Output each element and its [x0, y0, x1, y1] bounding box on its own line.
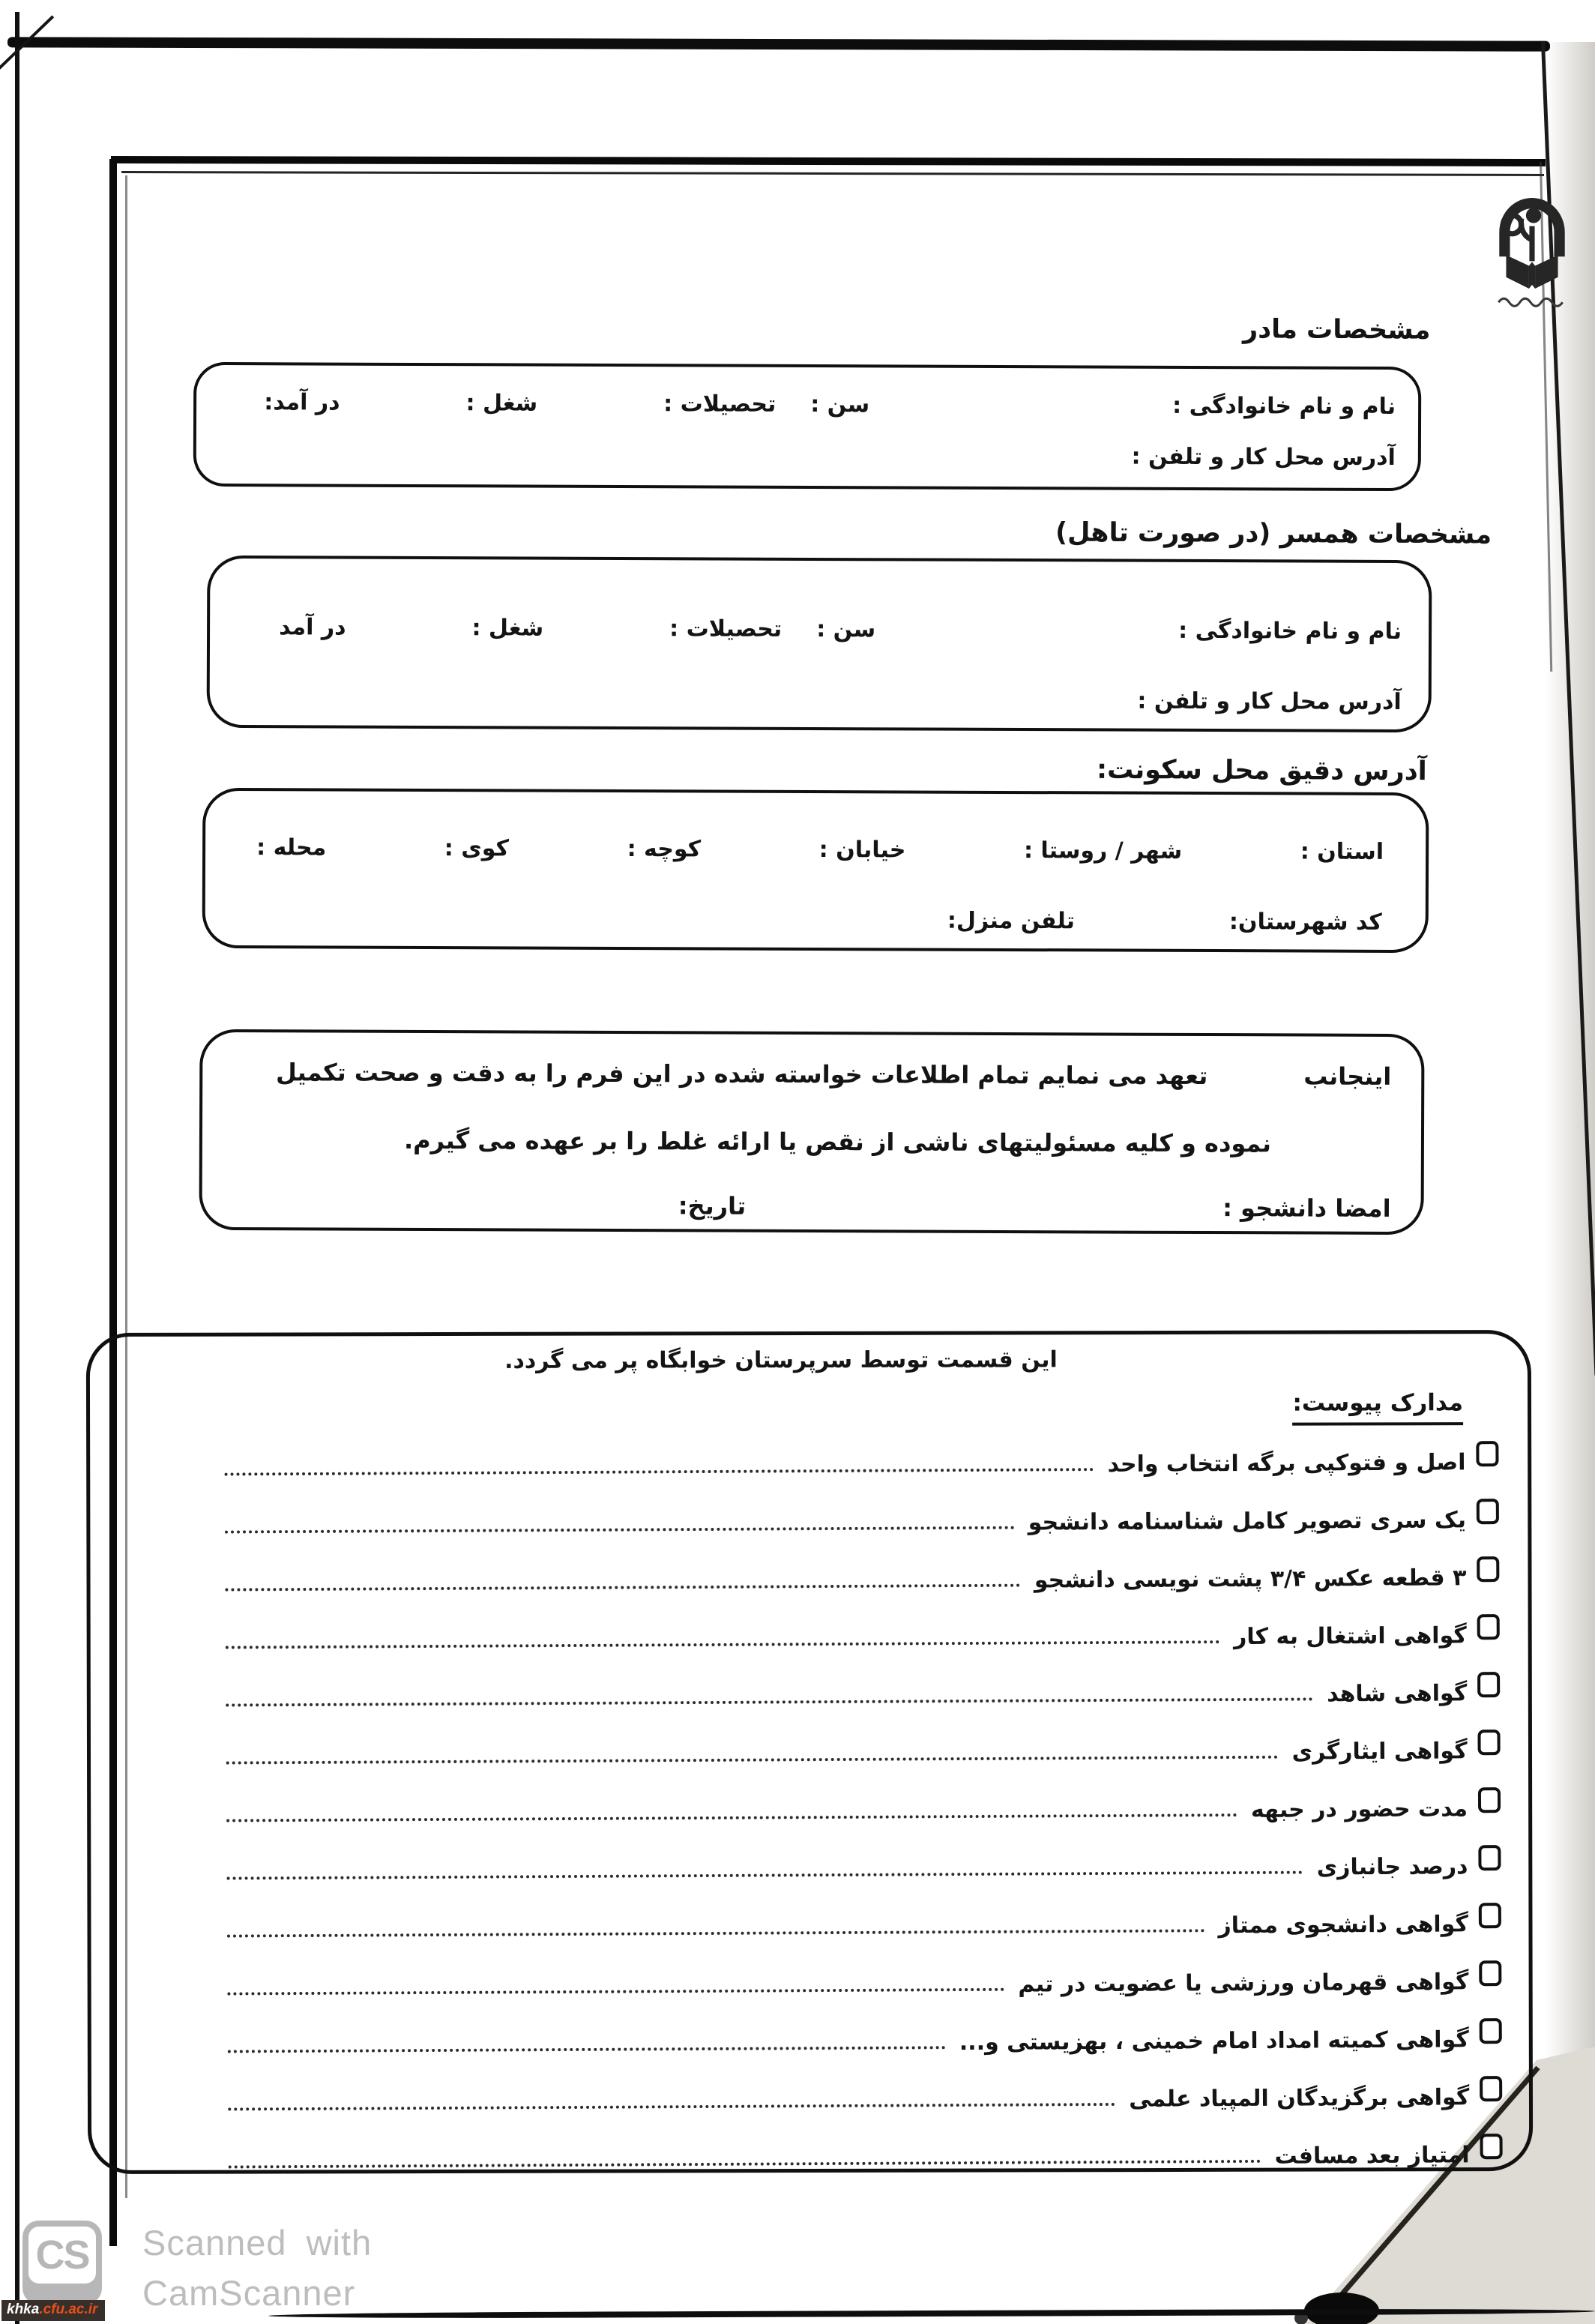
checklist-row: [176, 1422, 1498, 1487]
checklist-row: [179, 1884, 1501, 1949]
checklist-row: [180, 1999, 1502, 2065]
attachment-checkbox[interactable]: [1480, 2134, 1502, 2159]
dotted-line: [226, 1640, 1220, 1649]
checklist-item-label: گواهی دانشجوی ممتاز: [1218, 1911, 1469, 1939]
attachment-checkbox[interactable]: [1477, 1672, 1500, 1697]
dotted-line: [225, 1526, 1015, 1534]
checklist-row: [178, 1768, 1501, 1834]
attachments-checklist: [176, 1422, 1503, 2180]
pledge-signature-row: [202, 1190, 1421, 1223]
attachment-checkbox[interactable]: [1477, 1730, 1500, 1755]
checklist-item-label: مدت حضور در جبهه: [1250, 1795, 1468, 1823]
dotted-line: [226, 1697, 1313, 1706]
checklist-item-label: امتیاز بعد مسافت: [1274, 2142, 1470, 2170]
student-signature-label: امضا دانشجو :: [1222, 1193, 1391, 1223]
residence-fields-row: [205, 834, 1426, 865]
camscanner-watermark: [142, 2218, 372, 2318]
spouse-job-label: شغل :: [471, 615, 544, 642]
checklist-item-label: گواهی اشتغال به کار: [1233, 1622, 1467, 1651]
attachment-checkbox[interactable]: [1476, 1441, 1498, 1466]
checklist-row: [180, 2115, 1502, 2180]
pledge-line-2: [202, 1125, 1421, 1158]
pledge-text-1: تعهد می نمایم تمام اطلاعات خواسته شده در این فرم را به دقت و صحت تکمیل: [275, 1058, 1208, 1091]
checklist-item-label: اصل و فتوکپی برگه انتخاب واحد: [1107, 1449, 1466, 1478]
spouse-address-row: [210, 684, 1429, 715]
checklist-row: [178, 1711, 1500, 1776]
attachment-checkbox[interactable]: [1477, 1499, 1499, 1524]
site-watermark-host: khka: [7, 2302, 40, 2317]
pledge-text-2: نموده و کلیه مسئولیتهای ناشی از نقص یا ارائه غلط را بر عهده می گیرم.: [403, 1125, 1272, 1158]
mother-name-label: نام و نام خانوادگی :: [1172, 392, 1396, 421]
area-code-label: کد شهرستان:: [1228, 909, 1382, 936]
checklist-row: [177, 1480, 1499, 1545]
checklist-row: [178, 1653, 1500, 1718]
checklist-item-label: گواهی ایثارگری: [1291, 1738, 1468, 1765]
street-label: خیابان :: [818, 837, 906, 864]
section-title-mother: مشخصات مادر: [1242, 314, 1431, 346]
checklist-row: [177, 1538, 1499, 1603]
dotted-line: [227, 1871, 1303, 1880]
checklist-row: [178, 1595, 1500, 1661]
spouse-details-box: [207, 556, 1432, 732]
spouse-work-address-label: آدرس محل کار و تلفن :: [1137, 687, 1402, 715]
scan-edge-top: [7, 37, 1550, 51]
mother-details-box: [193, 362, 1422, 491]
university-logo: [1486, 175, 1578, 313]
date-label: تاریخ:: [678, 1191, 747, 1220]
pledge-intro-label: اینجانب: [1303, 1062, 1392, 1091]
camscanner-watermark-line2: CamScanner: [142, 2273, 356, 2313]
spouse-name-label: نام و نام خانوادگی :: [1178, 617, 1402, 645]
dotted-line: [225, 1584, 1020, 1592]
residence-address-box: [202, 788, 1429, 953]
scan-edge-left: [15, 12, 19, 2324]
section-title-residence: آدرس دقیق محل سکونت:: [1097, 754, 1428, 787]
spouse-age-label: سن :: [816, 615, 876, 643]
checklist-row: [180, 2057, 1502, 2122]
attachment-checkbox[interactable]: [1477, 1614, 1500, 1640]
alley-label: کوچه :: [627, 836, 702, 863]
neighborhood-label: محله :: [256, 834, 327, 861]
attachment-checkbox[interactable]: [1480, 2076, 1502, 2101]
attachment-checkbox[interactable]: [1479, 1903, 1501, 1928]
province-label: استان :: [1300, 838, 1384, 865]
dotted-line: [226, 1756, 1279, 1765]
checklist-item-label: گواهی برگزیدگان المپیاد علمی: [1129, 2084, 1470, 2113]
attachment-checkbox[interactable]: [1480, 2018, 1502, 2044]
dorm-section-header: این قسمت توسط سرپرستان خوابگاه پر می گردد.: [504, 1346, 1058, 1374]
quarter-label: کوی :: [444, 835, 510, 862]
checklist-item-label: ۳ قطعه عکس ۳/۴ پشت نویسی دانشجو: [1034, 1565, 1467, 1594]
attachment-checkbox[interactable]: [1477, 1556, 1499, 1582]
camscanner-watermark-line1: Scanned with: [142, 2223, 373, 2263]
pledge-line-1: [202, 1058, 1421, 1091]
home-phone-label: تلفن منزل:: [947, 907, 1075, 935]
university-emblem-icon: [1486, 175, 1578, 313]
spouse-fields-row: [210, 614, 1429, 645]
city-village-label: شهر / روستا :: [1023, 837, 1183, 864]
mother-fields-row: [196, 389, 1418, 420]
dotted-line: [227, 1988, 1004, 1996]
checklist-item-label: درصد جانبازی: [1316, 1853, 1468, 1881]
checklist-item-label: گواهی قهرمان ورزشی یا عضویت در تیم: [1018, 1969, 1469, 1998]
form-border-top-inner: [121, 171, 1544, 176]
site-watermark-domain: .cfu.ac.ir: [39, 2302, 98, 2317]
spouse-education-label: تحصیلات :: [669, 615, 783, 642]
attachment-checkbox[interactable]: [1478, 1845, 1501, 1870]
residence-phone-row: [205, 905, 1426, 936]
attachments-title: مدارک پیوست:: [1292, 1389, 1463, 1425]
section-title-spouse: مشخصات همسر (در صورت تاهل): [1055, 517, 1492, 550]
mother-job-label: شغل :: [465, 390, 538, 417]
form-border-top: [111, 156, 1546, 166]
checklist-row: [179, 1942, 1501, 2007]
pledge-box: [199, 1029, 1424, 1235]
checklist-item-label: گواهی شاهد: [1327, 1680, 1468, 1708]
dotted-line: [229, 2160, 1261, 2169]
dotted-line: [226, 1813, 1237, 1822]
checklist-item-label: یک سری تصویر کامل شناسنامه دانشجو: [1028, 1507, 1467, 1536]
checklist-row: [178, 1826, 1501, 1891]
spouse-income-label: در آمد: [279, 614, 346, 641]
dotted-line: [225, 1468, 1094, 1475]
mother-education-label: تحصیلات :: [663, 391, 777, 418]
checklist-item-label: گواهی کمیته امداد امام خمینی ، بهزیستی و...: [959, 2026, 1469, 2056]
site-watermark: [1, 2300, 105, 2321]
dotted-line: [228, 2046, 946, 2053]
camscanner-logo-icon: [22, 2221, 102, 2305]
attachment-checkbox[interactable]: [1479, 1960, 1501, 1986]
dotted-line: [228, 2103, 1115, 2111]
mother-age-label: سن :: [810, 391, 870, 418]
mother-address-row: [196, 440, 1418, 471]
attachment-checkbox[interactable]: [1478, 1787, 1501, 1813]
mother-work-address-label: آدرس محل کار و تلفن :: [1131, 443, 1396, 472]
camscanner-cs-monogram: CS: [28, 2227, 96, 2284]
dotted-line: [227, 1929, 1205, 1937]
mother-income-label: در آمد:: [264, 389, 340, 416]
